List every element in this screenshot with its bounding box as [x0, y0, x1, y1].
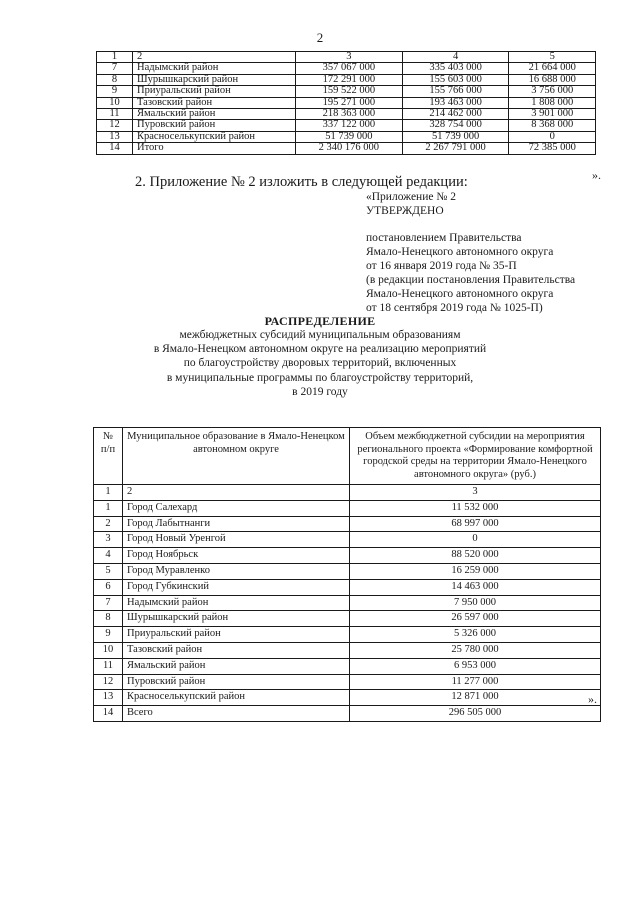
table-row: [94, 706, 601, 722]
table-cell: 14: [94, 706, 123, 722]
table-header-row: [94, 428, 601, 485]
table-cell: 14 463 000: [350, 579, 601, 595]
table-cell: 5: [509, 52, 596, 63]
table-cell: Тазовский район: [123, 642, 350, 658]
table-cell: 11 532 000: [350, 500, 601, 516]
table-row: [94, 532, 601, 548]
table-row: [97, 143, 596, 154]
table-cell: 7 950 000: [350, 595, 601, 611]
closing-quote: ».: [588, 692, 597, 706]
table-cell: 335 403 000: [402, 63, 509, 74]
table-cell: Приуральский район: [123, 627, 350, 643]
table-cell: 8: [94, 611, 123, 627]
table-row: [94, 658, 601, 674]
table-cell: 1: [97, 52, 133, 63]
table-cell: 0: [509, 131, 596, 142]
table-row: [94, 642, 601, 658]
table-row: [94, 563, 601, 579]
table-cell: 2 267 791 000: [402, 143, 509, 154]
table-cell: 13: [97, 131, 133, 142]
table-cell: 7: [94, 595, 123, 611]
table-numbering-row: [94, 485, 601, 501]
table-row: [94, 611, 601, 627]
table-cell: 88 520 000: [350, 548, 601, 564]
table-cell: 1: [94, 500, 123, 516]
table-cell: 4: [402, 52, 509, 63]
table-cell: Шурышкарский район: [123, 611, 350, 627]
table-cell: 26 597 000: [350, 611, 601, 627]
document-title: РАСПРЕДЕЛЕНИЕ: [264, 314, 376, 328]
table-cell: 51 739 000: [296, 131, 403, 142]
table-cell: 218 363 000: [296, 109, 403, 120]
table-cell: 11 277 000: [350, 674, 601, 690]
table-cell: 21 664 000: [509, 63, 596, 74]
table-cell: 3: [296, 52, 403, 63]
table-cell: 214 462 000: [402, 109, 509, 120]
table-cell: 12 871 000: [350, 690, 601, 706]
table-cell: 296 505 000: [350, 706, 601, 722]
subtitle-line: по благоустройству дворовых территорий, включенных: [183, 357, 457, 370]
table-cell: Город Губкинский: [123, 579, 350, 595]
table-cell: 5 326 000: [350, 627, 601, 643]
table-cell: 11: [97, 109, 133, 120]
approval-line: Ямало-Ненецкого автономного округа: [366, 288, 554, 300]
table-cell: 2: [123, 485, 350, 501]
table-cell: 6 953 000: [350, 658, 601, 674]
header-number: № п/п: [94, 428, 123, 485]
approval-line: от 18 сентября 2019 года № 1025-П): [366, 302, 543, 314]
table-row: [97, 74, 596, 85]
table-cell: 2 340 176 000: [296, 143, 403, 154]
table-row: [97, 86, 596, 97]
table-cell: 3: [94, 532, 123, 548]
table-row: [94, 690, 601, 706]
table-cell: 1: [94, 485, 123, 501]
table-cell: 68 997 000: [350, 516, 601, 532]
table-cell: 3: [350, 485, 601, 501]
table-row: [94, 579, 601, 595]
approval-line: постановлением Правительства: [366, 232, 522, 244]
table-cell: 16 688 000: [509, 74, 596, 85]
subtitle-line: в 2019 году: [292, 385, 348, 398]
table-cell: 172 291 000: [296, 74, 403, 85]
table-cell: Ямальский район: [123, 658, 350, 674]
table-cell: 9: [97, 86, 133, 97]
table-cell: 328 754 000: [402, 120, 509, 131]
closing-quote: ».: [592, 168, 601, 182]
subtitle-line: в муниципальные программы по благоустройству территорий,: [166, 371, 474, 384]
table-header-row: [97, 52, 596, 63]
table-cell: Красноселькупский район: [123, 690, 350, 706]
table-row: [97, 120, 596, 131]
table-cell: Итого: [133, 143, 296, 154]
table-row: [97, 109, 596, 120]
summary-table-continuation: [96, 51, 596, 155]
table-cell: 337 122 000: [296, 120, 403, 131]
table-cell: Приуральский район: [133, 86, 296, 97]
table-cell: 159 522 000: [296, 86, 403, 97]
table-row: [94, 595, 601, 611]
approval-line: Ямало-Ненецкого автономного округа: [366, 246, 554, 258]
table-cell: Пуровский район: [123, 674, 350, 690]
document-subtitle: [0, 328, 640, 399]
table-cell: 2: [133, 52, 296, 63]
approval-line: (в редакции постановления Правительства: [366, 274, 576, 286]
subtitle-line: межбюджетных субсидий муниципальным образованиям: [179, 329, 461, 341]
table-row: [94, 500, 601, 516]
table-cell: 10: [97, 97, 133, 108]
approval-line: от 16 января 2019 года № 35-П: [366, 260, 517, 272]
table-cell: 72 385 000: [509, 143, 596, 154]
table-cell: Надымский район: [133, 63, 296, 74]
table-cell: 6: [94, 579, 123, 595]
table-cell: Шурышкарский район: [133, 74, 296, 85]
approved-label: УТВЕРЖДЕНО: [366, 205, 444, 217]
table-cell: 16 259 000: [350, 563, 601, 579]
table-cell: 2: [94, 516, 123, 532]
table-cell: 357 067 000: [296, 63, 403, 74]
table-cell: 12: [94, 674, 123, 690]
table-cell: 7: [97, 63, 133, 74]
table-cell: Город Лабытнанги: [123, 516, 350, 532]
table-cell: Надымский район: [123, 595, 350, 611]
table-cell: Красноселькупский район: [133, 131, 296, 142]
page-number: 2: [316, 30, 324, 45]
appendix-label: «Приложение № 2: [366, 191, 456, 203]
table-row: [97, 131, 596, 142]
table-cell: 51 739 000: [402, 131, 509, 142]
table-cell: 193 463 000: [402, 97, 509, 108]
table-cell: 4: [94, 548, 123, 564]
table-cell: Ямальский район: [133, 109, 296, 120]
table-cell: 155 603 000: [402, 74, 509, 85]
table-cell: Город Салехард: [123, 500, 350, 516]
table-row: [94, 674, 601, 690]
table-cell: Город Муравленко: [123, 563, 350, 579]
table-cell: 8 368 000: [509, 120, 596, 131]
table-cell: 0: [350, 532, 601, 548]
table-row: [94, 516, 601, 532]
table-cell: 1 808 000: [509, 97, 596, 108]
item-2-instruction: 2. Приложение № 2 изложить в следующей редакции:: [135, 174, 468, 190]
table-row: [94, 548, 601, 564]
table-cell: 5: [94, 563, 123, 579]
table-cell: 3 901 000: [509, 109, 596, 120]
header-municipality: Муниципальное образование в Ямало-Ненецком автономном округе: [123, 428, 350, 485]
subtitle-line: в Ямало-Ненецком автономном округе на реализацию мероприятий: [153, 343, 487, 356]
table-cell: 155 766 000: [402, 86, 509, 97]
table-cell: 12: [97, 120, 133, 131]
table-cell: Город Новый Уренгой: [123, 532, 350, 548]
table-cell: Всего: [123, 706, 350, 722]
table-row: [97, 63, 596, 74]
subsidy-distribution-table: [93, 427, 601, 722]
table-cell: Тазовский район: [133, 97, 296, 108]
table-row: [97, 97, 596, 108]
table-cell: 3 756 000: [509, 86, 596, 97]
table-cell: 25 780 000: [350, 642, 601, 658]
table-cell: 9: [94, 627, 123, 643]
header-subsidy-amount: Объем межбюджетной субсидии на мероприятия регионального проекта «Формирование комфортной городской среды на территории Ямало-Ненецкого автономного округа» (руб.): [350, 428, 601, 485]
table-cell: 8: [97, 74, 133, 85]
table-cell: 13: [94, 690, 123, 706]
table-cell: 10: [94, 642, 123, 658]
table-cell: 11: [94, 658, 123, 674]
table-row: [94, 627, 601, 643]
table-cell: Пуровский район: [133, 120, 296, 131]
table-cell: 14: [97, 143, 133, 154]
table-cell: Город Ноябрьск: [123, 548, 350, 564]
table-cell: 195 271 000: [296, 97, 403, 108]
